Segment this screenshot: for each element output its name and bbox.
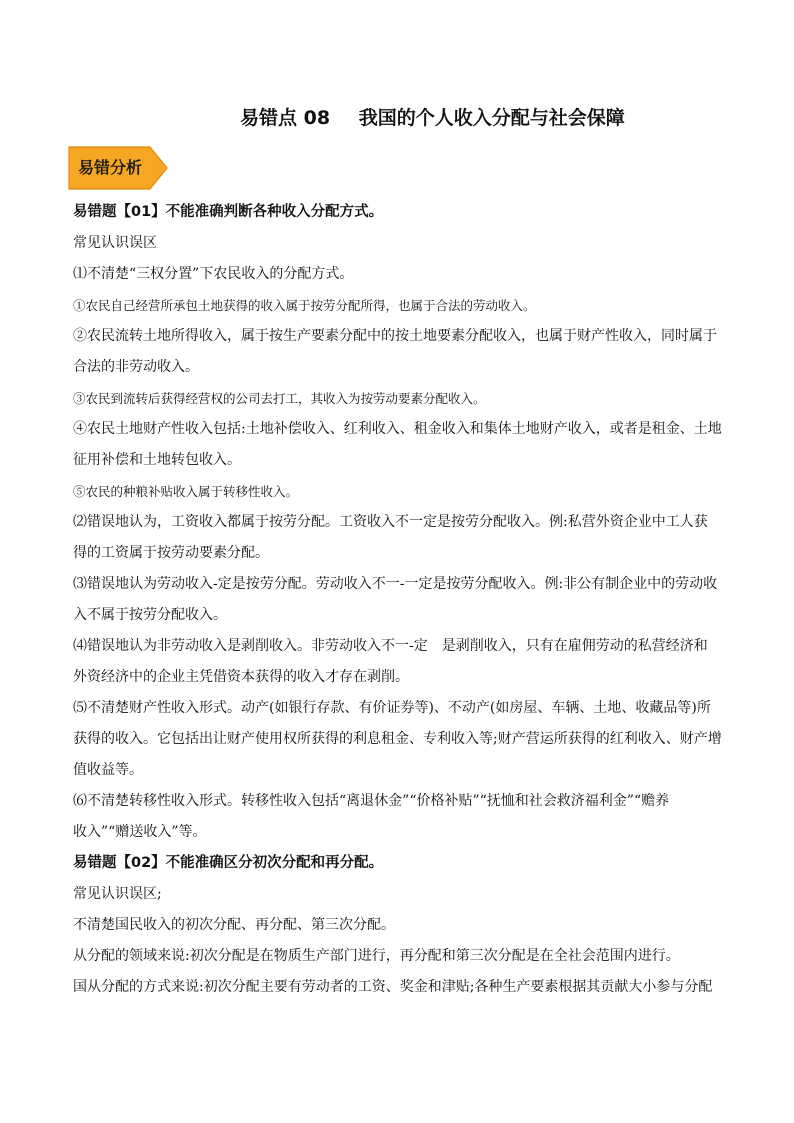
text-line-21: 收入”“赠送收入”等。: [73, 824, 207, 840]
text-line-16: 外资经济中的企业主凭借资本获得的收入才存在剥削。: [73, 669, 409, 685]
text-line-19: 值收益等。: [73, 762, 143, 778]
text-line-13: ⑶错误地认为劳动收入-定是按劳分配。劳动收入不一-一定是按劳分配收入。例:非公有制企业中的劳动收: [73, 576, 718, 592]
title-text: 我国的个人收入分配与社会保障: [358, 107, 625, 129]
text-line-15: ⑷错误地认为非劳动收入是剥削收入。非劳动收入不一-定 是剥削收入，只有在雇佣劳动的私营经济和: [73, 638, 708, 654]
text-line-6: 合法的非劳动收入。: [73, 359, 199, 375]
text-line-23: 常见认识误区;: [73, 886, 162, 902]
text-line-11: ⑵错误地认为，工资收入都属于按劳分配。工资收入不一定是按劳分配收入。例:私营外资企业中工人获: [73, 514, 708, 530]
text-line-10: ⑤农民的种粮补贴收入属于转移性收入。: [73, 484, 299, 499]
title-number: 易错点 08: [240, 107, 331, 129]
text-line-9: 征用补偿和土地转包收入。: [73, 452, 241, 468]
text-line-4: ①农民自己经营所承包土地获得的收入属于按劳分配所得，也属于合法的劳动收入。: [73, 298, 536, 313]
text-line-22: 易错题【02】不能准确区分初次分配和再分配。: [73, 855, 384, 871]
document-body: [73, 197, 733, 1003]
text-line-2: 常见认识误区: [73, 235, 157, 251]
text-line-3: ⑴不清楚“三权分置”下农民收入的分配方式。: [73, 266, 354, 282]
text-line-24: 不清楚国民收入的初次分配、再分配、第三次分配。: [73, 917, 395, 933]
text-line-26: 国从分配的方式来说:初次分配主要有劳动者的工资、奖金和津贴;各种生产要素根据其贡献大小参与分配: [73, 979, 713, 995]
text-line-5: ②农民流转土地所得收入，属于按生产要素分配中的按土地要素分配收入，也属于财产性收入，同时属于: [73, 328, 717, 344]
text-line-18: 获得的收入。它包括出让财产使用权所获得的利息租金、专利收入等;财产营运所获得的红利收入、财产增: [73, 731, 722, 747]
text-line-20: ⑹不清楚转移性收入形式。转移性收入包括“离退休金”“价格补贴”“抚恤和社会救济福利金”“赡养: [73, 793, 670, 809]
badge-label: 易错分析: [77, 158, 142, 177]
page-title: [240, 103, 740, 130]
text-line-12: 得的工资属于按劳动要素分配。: [73, 545, 269, 561]
text-line-17: ⑸不清楚财产性收入形式。动产(如银行存款、有价证券等)、不动产(如房屋、车辆、土地、收藏品等)所: [73, 700, 711, 716]
text-line-7: ③农民到流转后获得经营权的公司去打工，其收入为按劳动要素分配收入。: [73, 391, 486, 406]
text-line-14: 入不属于按劳分配收入。: [73, 607, 227, 623]
text-line-1: 易错题【01】不能准确判断各种收入分配方式。: [73, 204, 384, 220]
text-line-25: 从分配的领域来说:初次分配是在物质生产部门进行，再分配和第三次分配是在全社会范围内进行。: [73, 948, 680, 964]
text-line-8: ④农民土地财产性收入包括:土地补偿收入、红利收入、租金收入和集体土地财产收入，或者是租金、土地: [73, 421, 722, 437]
section-badge: [68, 146, 169, 190]
